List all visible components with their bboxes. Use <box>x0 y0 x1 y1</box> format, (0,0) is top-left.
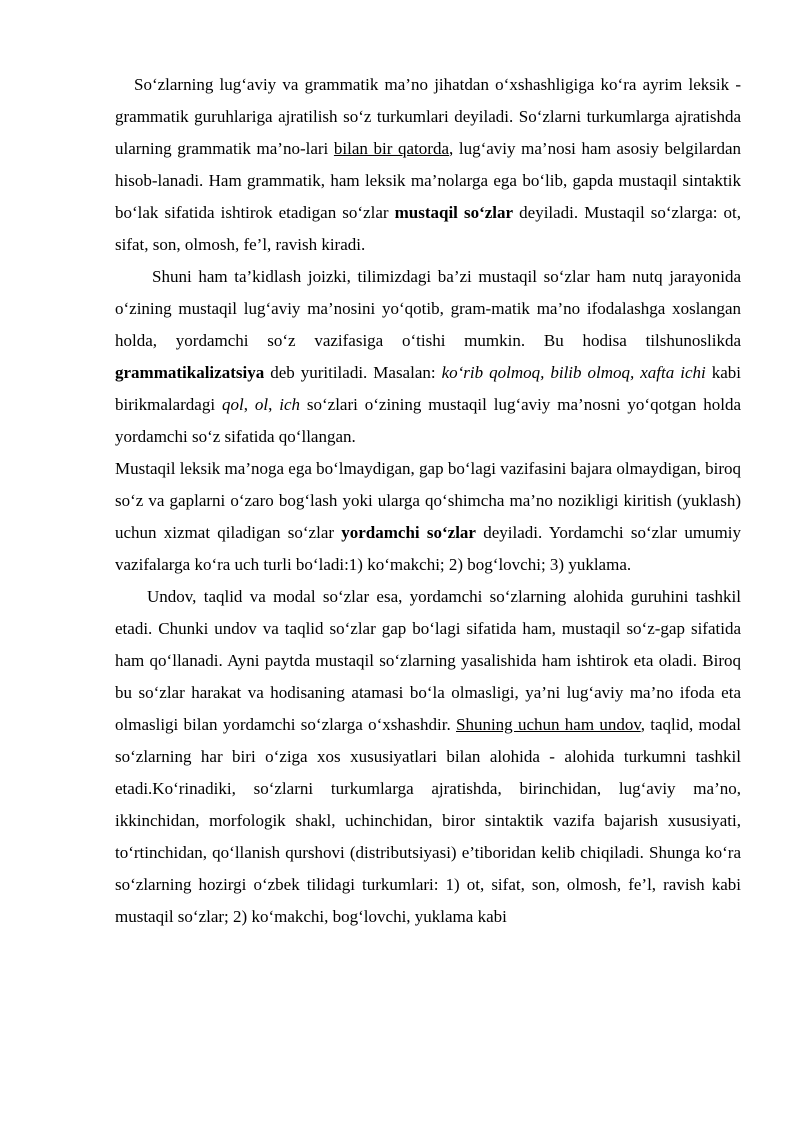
p2-italic-examples: ko‘rib qolmoq, bilib olmoq, xafta ichi <box>441 363 706 382</box>
p2-italic-ol: ol <box>254 395 269 414</box>
p3-bold-term: yordamchi so‘zlar <box>341 523 476 542</box>
p1-bold-term: mustaqil so‘zlar <box>394 203 514 222</box>
p3-text-b: deyiladi. Yordamchi so‘zlar umumiy vazifalarga ko‘ra uch turli bo‘ladi:1) ko‘makchi; 2) bog‘lovchi; 3) yuklama. <box>115 523 741 574</box>
p2-italic-qol: qol <box>221 395 244 414</box>
p4-underlined-phrase: Shuning uchun ham undov <box>456 715 641 734</box>
p4-text-b: , taqlid, modal so‘zlarning har biri o‘ziga xos xususiyatlari bilan alohida - alohida turkumni tashkil etadi.Ko‘rinadiki, so‘zlarni turkumlarga ajratishda, birinchidan, lug‘aviy ma’no, ikkinchidan, morfologik shakl, uchinchidan, biror sintaktik vazifa bajarish xususiyati, to‘rtinchidan, qo‘llanish qurshovi (distributsiyasi) e’tiboridan kelib chiqiladi. Shunga ko‘ra so‘zlarning hozirgi o‘zbek tilidagi turkumlari: 1) ot, sifat, son, olmosh, fe’l, ravish kabi mustaqil so‘zlar; 2) ko‘makchi, bog‘lovchi, yuklama kabi <box>115 715 742 926</box>
paragraph-4 <box>115 581 741 933</box>
paragraph-2 <box>115 261 741 453</box>
p2-text-d: , <box>243 395 255 414</box>
p1-underlined-phrase: bilan bir qatorda <box>333 139 449 158</box>
p1-text-a: So‘zlarning lug‘aviy va grammatik ma’no jihatdan o‘xshashligiga ko‘ra ayrim leksik - grammatik guruhlariga ajratilish so‘z turkumlari deyiladi. So‘zlarni turkumlarga ajratishda ularning grammatik ma’no-lari <box>115 75 741 158</box>
p1-text-c: deyiladi. Mustaqil so‘zlarga: ot, sifat, son, olmosh, fe’l, ravish kiradi. <box>115 203 742 254</box>
p1-text-b: , lug‘aviy ma’nosi ham asosiy belgilardan hisob-lanadi. Ham grammatik, ham leksik ma’nolarga ega bo‘lib, gapda mustaqil sintaktik bo‘lak sifatida ishtirok etadigan so‘zlar <box>115 139 741 222</box>
p3-text-a: Mustaqil leksik ma’noga ega bo‘lmaydigan, gap bo‘lagi vazifasini bajara olmaydigan, biroq so‘z va gaplarni o‘zaro bog‘lash yoki ularga qo‘shimcha ma’no nozikligi kiritish (yuklash) uchun xizmat qiladigan so‘zlar <box>115 459 741 542</box>
p2-bold-term: grammatikalizatsiya <box>115 363 265 382</box>
paragraph-1 <box>115 69 741 261</box>
paragraph-3 <box>115 453 741 581</box>
p2-text-c: kabi birikmalardagi <box>115 363 741 414</box>
document-page <box>115 69 741 933</box>
p2-text-a: Shuni ham ta’kidlash joizki, tilimizdagi ba’zi mustaqil so‘zlar ham nutq jarayonida o‘zining mustaqil lug‘aviy ma’nosini yo‘qotib, gram-matik ma’no ifodalashga xoslangan holda, yordamchi so‘z vazifasiga o‘tishi mumkin. Bu hodisa tilshunoslikda <box>115 267 741 350</box>
p4-text-a: Undov, taqlid va modal so‘zlar esa, yordamchi so‘zlarning alohida guruhini tashkil etadi. Chunki undov va taqlid so‘zlar gap bo‘lagi sifatida ham, mustaqil so‘z-gap sifatida ham qo‘llanadi. Ayni paytda mustaqil so‘zlarning yasalishida ham ishtirok eta oladi. Biroq bu so‘zlar harakat va hodisaning atamasi bo‘la olmasligi, ya’ni lug‘aviy ma’no ifoda eta olmasligi bilan yordamchi so‘zlarga o‘xshashdir. <box>115 587 741 734</box>
p2-italic-ich: ich <box>279 395 300 414</box>
p2-text-e: , <box>268 395 280 414</box>
p2-text-f: so‘zlari o‘zining mustaqil lug‘aviy ma’nosni yo‘qotgan holda yordamchi so‘z sifatida qo‘llangan. <box>115 395 742 446</box>
p2-text-b: deb yuritiladi. Masalan: <box>264 363 442 382</box>
